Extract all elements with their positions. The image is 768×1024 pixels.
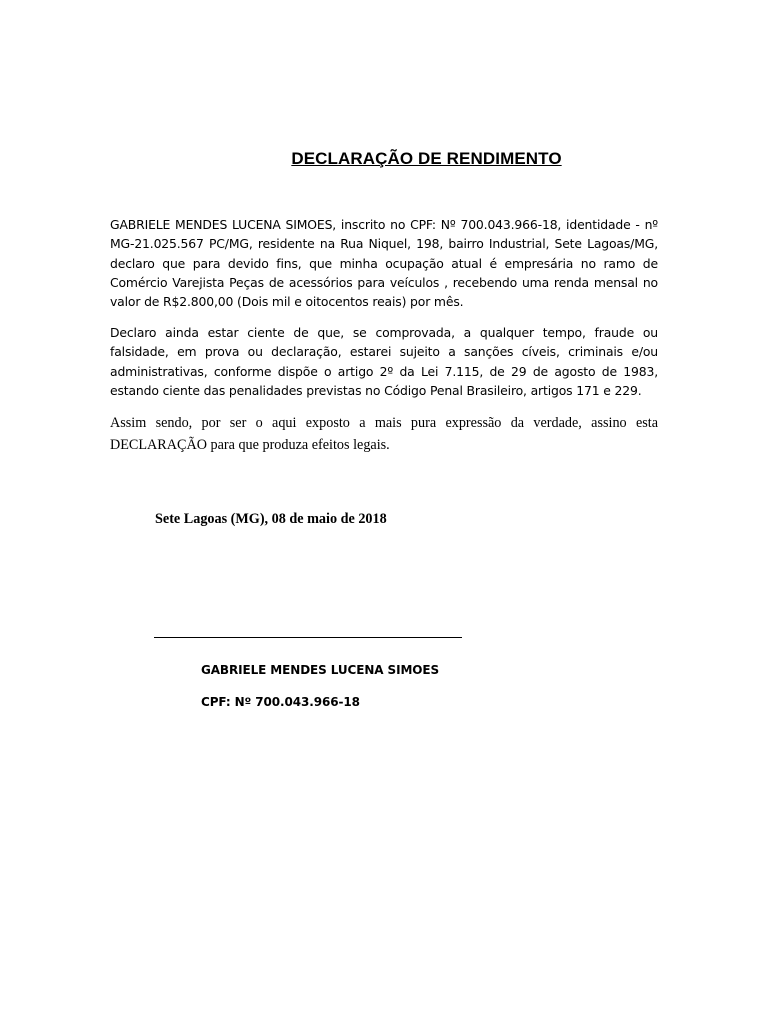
declaration-paragraph: GABRIELE MENDES LUCENA SIMOES, inscrito no CPF: Nº 700.043.966-18, identidade - nº MG-21.025.567 PC/MG, residente na Rua Niquel, 198, bairro Industrial, Sete Lagoas/MG, declaro que para devido fins, que minha ocupação atual é empresária no ramo de Comércio Varejista Peças de acessórios para veículos , recebendo uma renda mensal no valor de R$2.800,00 (Dois mil e oitocentos reais) por mês. xyxy=(110,217,658,310)
signature-line xyxy=(154,637,462,638)
awareness-paragraph: Declaro ainda estar ciente de que, se comprovada, a qualquer tempo, fraude ou falsidade, em prova ou declaração, estarei sujeito a sanções cíveis, criminais e/ou administrativas, conforme dispõe o artigo 2º da Lei 7.115, de 29 de agosto de 1983, estando ciente das penalidades previstas no Código Penal Brasileiro, artigos 171 e 229. xyxy=(110,325,658,398)
signatory-name: GABRIELE MENDES LUCENA SIMOES xyxy=(201,663,440,677)
signatory-cpf: CPF: Nº 700.043.966-18 xyxy=(201,695,360,709)
document-title: DECLARAÇÃO DE RENDIMENTO xyxy=(291,149,562,168)
place-date: Sete Lagoas (MG), 08 de maio de 2018 xyxy=(155,511,387,527)
closing-paragraph: Assim sendo, por ser o aqui exposto a mais pura expressão da verdade, assino esta DECLARAÇÃO para que produza efeitos legais. xyxy=(110,415,658,453)
